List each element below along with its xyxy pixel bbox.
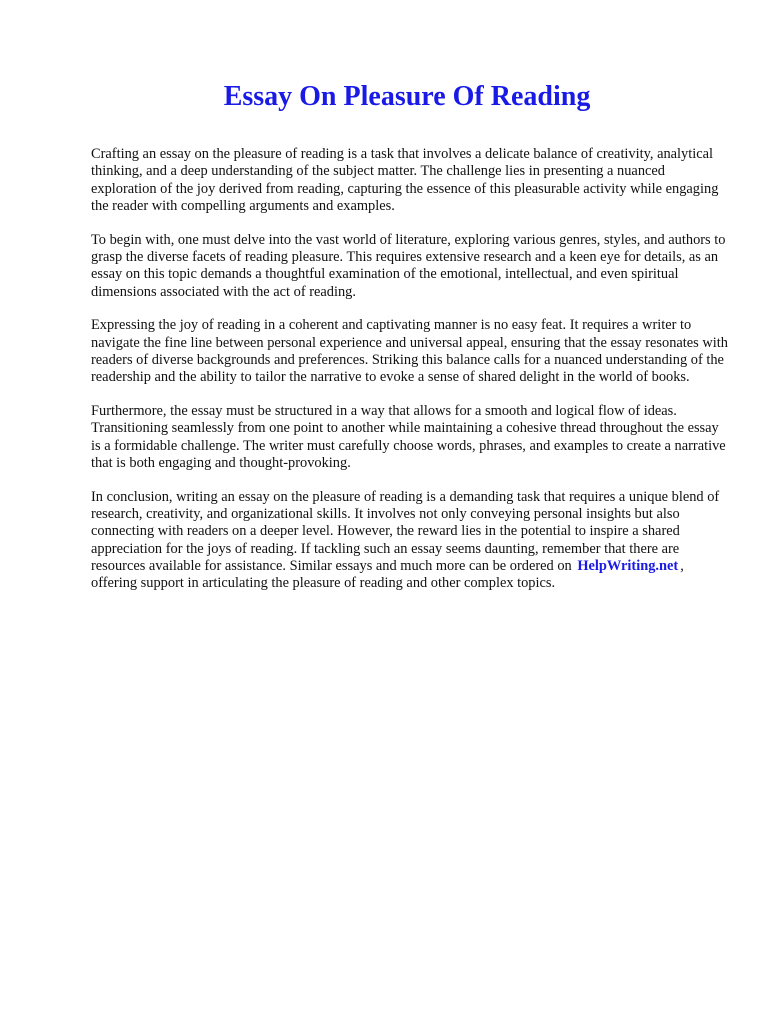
paragraph-4: Furthermore, the essay must be structured in a way that allows for a smooth and logical flow of ideas. Transitioning seamlessly from one point to another while maintaining a cohesive thread throughout the essay is a formidable challenge. The writer must carefully choose words, phrases, and examples to create a narrative that is both engaging and thought-provoking. [91, 403, 726, 471]
page-title: Essay On Pleasure Of Reading [223, 81, 591, 112]
essay-body [91, 146, 731, 609]
paragraph-1: Crafting an essay on the pleasure of reading is a task that involves a delicate balance of creativity, analytical thinking, and a deep understanding of the subject matter. The challenge lies in presenting a nuanced exploration of the joy derived from reading, capturing the essence of this pleasurable activity while engaging the reader with compelling arguments and examples. [91, 146, 719, 214]
conclusion-text-before-link: In conclusion, writing an essay on the pleasure of reading is a demanding task that requires a unique blend of research, creativity, and organizational skills. It involves not only conveying personal insights but also connecting with readers on a deeper level. However, the reward lies in the potential to inspire a shared appreciation for the joys of reading. If tackling such an essay seems daunting, remember that there are resources available for assistance. Similar essays and much more can be ordered on [91, 488, 720, 574]
paragraph-2: To begin with, one must delve into the vast world of literature, exploring various genres, styles, and authors to grasp the diverse facets of reading pleasure. This requires extensive research and a keen eye for details, as an essay on this topic demands a thoughtful examination of the emotional, intellectual, and even spiritual dimensions associated with the act of reading. [91, 231, 726, 300]
conclusion-text-after-link: , offering support in articulating the pleasure of reading and other complex topics. [91, 557, 684, 592]
conclusion-paragraph [91, 489, 731, 593]
paragraph-3: Expressing the joy of reading in a coherent and captivating manner is no easy feat. It requires a writer to navigate the fine line between personal experience and universal appeal, ensuring that the essay resonates with readers of diverse backgrounds and preferences. Striking this balance calls for a nuanced understanding of the readership and the ability to tailor the narrative to evoke a sense of shared delight in the world of books. [91, 317, 728, 386]
helpwriting-link[interactable]: HelpWriting.net [577, 557, 679, 574]
